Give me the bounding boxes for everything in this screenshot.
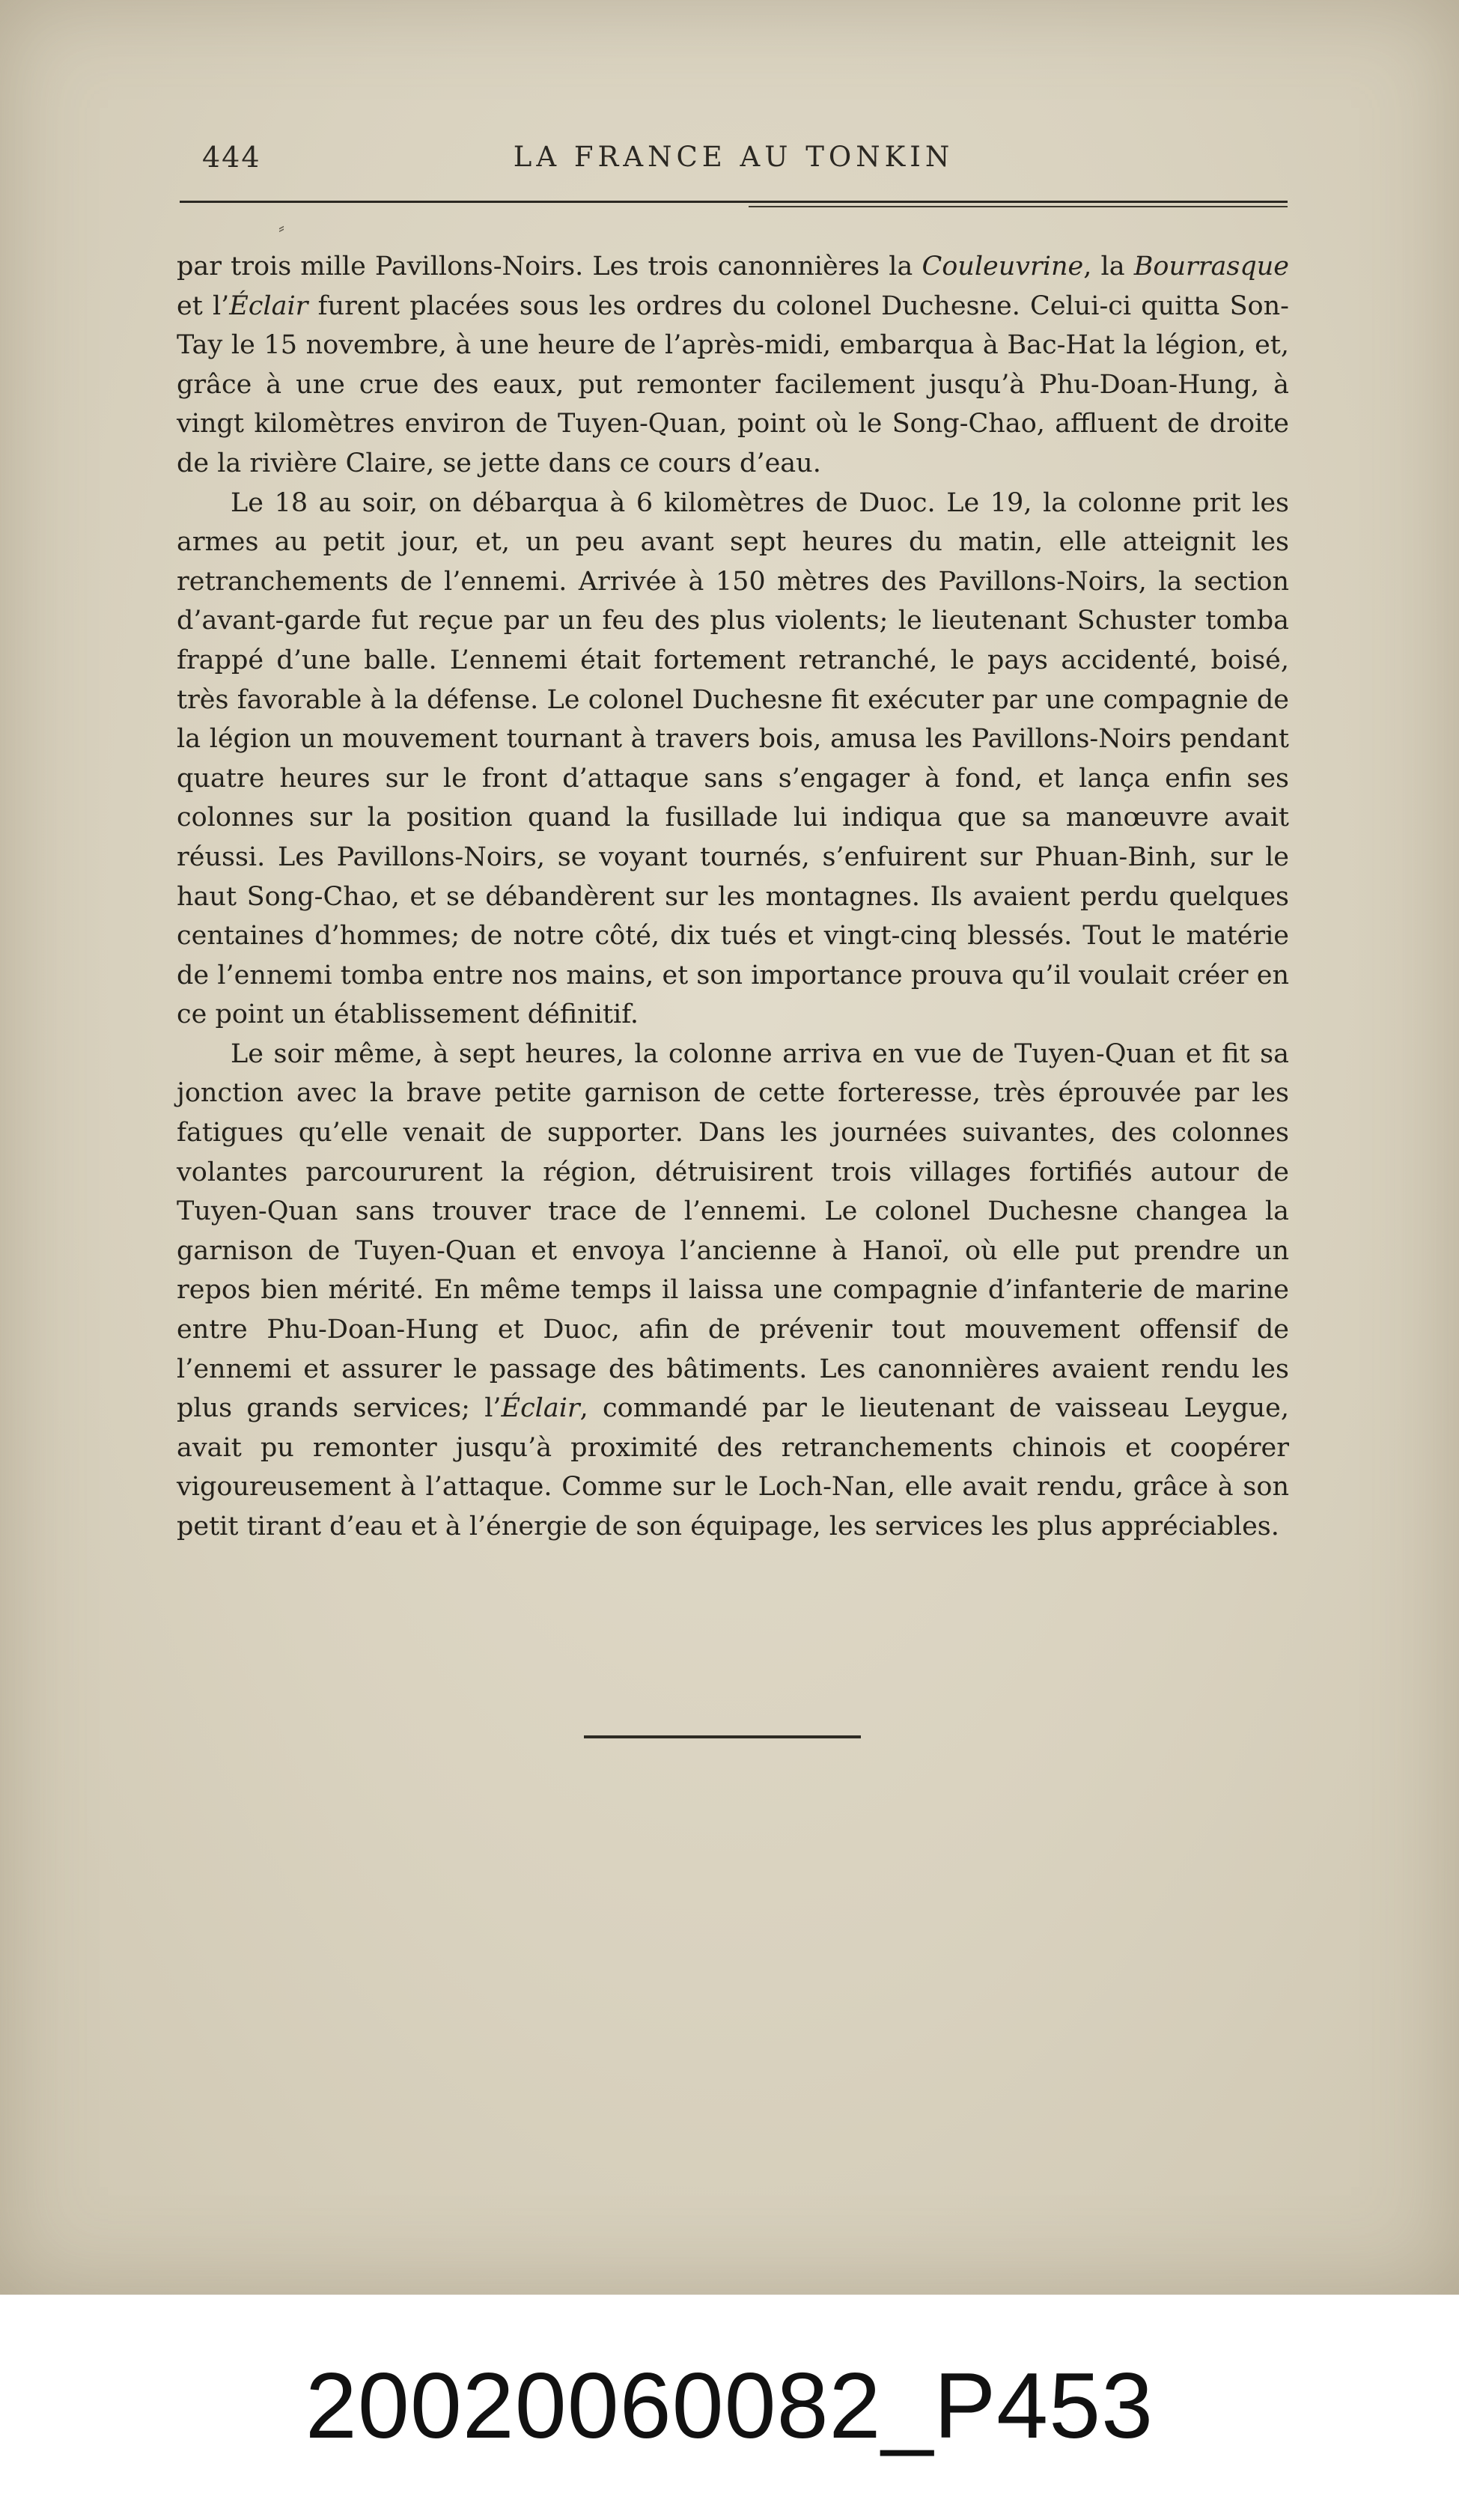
text-run: , la — [1083, 252, 1134, 281]
header-rule-secondary — [749, 206, 1288, 207]
running-title: LA FRANCE AU TONKIN — [513, 141, 954, 173]
text-run: Le soir même, à sept heures, la colonne arriva en vue de Tuyen-Quan et fit sa jonction avec la brave petite garnison de cette forteresse, très éprouvée par les fatigues qu’elle venait de supporter. Dans les journées suivantes, des colonnes volantes parcoururent la région, détruisirent trois villages fortifiés autour de Tuyen-Quan sans trouver trace de l’ennemi. Le colonel Duchesne changea la garnison de Tuyen-Quan et envoya l’ancienne à Hanoï, où elle put prendre un repos bien mérité. En même temps il laissa une compagnie d’infanterie de marine entre Phu-Doan-Hung et Duoc, afin de prévenir tout mouvement offensif de l’ennemi et assurer le passage des bâtiments. Les canonnières avaient rendu les plus grands services; l’ — [177, 1038, 1289, 1424]
page-number: 444 — [202, 141, 261, 174]
text-run: et l’ — [177, 290, 230, 321]
paragraph-3 — [177, 1035, 1289, 1547]
image-identifier: 20020060082_P453 — [305, 2355, 1154, 2458]
text-run: par trois mille Pavillons-Noirs. Les trois canonnières la — [177, 252, 922, 281]
text-run: , commandé par le lieutenant de vaisseau Leygue, avait pu remonter jusqu’à proximité des retranchements chinois et coopérer vigoureusement à l’attaque. Comme sur le Loch-Nan, elle avait rendu, grâce à son petit tirant d’eau et à l’énergie de son équipage, les services les plus appréciables. — [177, 1393, 1289, 1541]
text-run: furent placées sous les ordres du colonel Duchesne. Celui-ci quitta Son-Tay le 15 novembre, à une heure de l’après-midi, embarqua à Bac-Hat la légion, et, grâce à une crue des eaux, put remonter facilement jusqu’à Phu-Doan-Hung, à vingt kilomètres environ de Tuyen-Quan, point où le Song-Chao, affluent de droite de la rivière Claire, se jette dans ce cours d’eau. — [177, 290, 1289, 478]
italic-run: Bourrasque — [1133, 252, 1289, 281]
section-end-rule — [584, 1735, 861, 1738]
italic-run: Couleuvrine — [922, 252, 1084, 281]
italic-run: Éclair — [229, 290, 308, 321]
header-rule — [180, 201, 1288, 203]
ink-mark-icon: ⸗ — [278, 217, 284, 238]
paragraph-2 — [177, 484, 1289, 1035]
text-run: Le 18 au soir, on débarqua à 6 kilomètres de Duoc. Le 19, la colonne prit les armes au petit jour, et, un peu avant sept heures du matin, elle atteignit les retranchements de l’ennemi. Arrivée à 150 mètres des Pavillons-Noirs, la section d’avant-garde fut reçue par un feu des plus violents; le lieutenant Schuster tomba frappé d’une balle. L’ennemi était fortement retranché, le pays accidenté, boisé, très favorable à la défense. Le colonel Duchesne fit exécuter par une compagnie de la légion un mouvement tournant à travers bois, amusa les Pavillons-Noirs pendant quatre heures sur le front d’attaque sans s’engager à fond, et lança enfin ses colonnes sur la position quand la fusillade lui indiqua que sa manœuvre avait réussi. Les Pavillons-Noirs, se voyant tournés, s’enfuirent sur Phuan-Binh, sur le haut Song-Chao, et se débandèrent sur les montagnes. Ils avaient perdu quelques centaines d’hommes; de notre côté, dix tués et vingt-cinq blessés. Tout le matérie de l’ennemi tomba entre nos mains, et son importance prouva qu’il voulait créer en ce point un établissement définitif. — [177, 487, 1289, 1030]
body-text — [177, 247, 1289, 1547]
italic-run: Éclair — [501, 1393, 580, 1424]
page-header — [180, 141, 1288, 186]
paragraph-1 — [177, 247, 1289, 484]
caption-bar — [0, 2295, 1459, 2520]
